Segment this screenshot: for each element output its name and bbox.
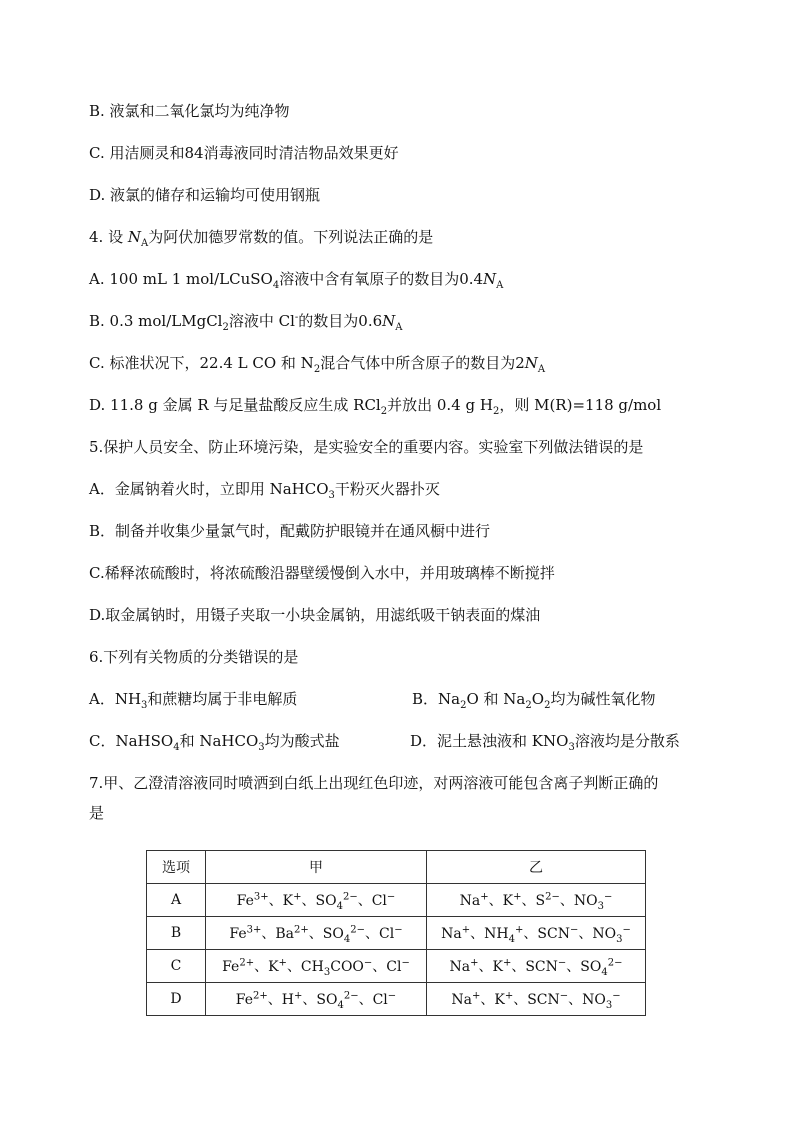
q5-option-a: A．金属钠着火时，立即用 NaHCO$_3$干粉灭火器扑灭 — [89, 480, 440, 501]
q3-option-c: C. 用洁厕灵和84消毒液同时清洁物品效果更好 — [89, 144, 399, 162]
table-cell-yi: Na+、K+、$S^{2-}$、$NO_3^-$ — [427, 884, 646, 917]
table-cell-jia: $Fe^{2+}$、K+、$CH_3COO^-$、Cl− — [206, 950, 427, 983]
table-row — [147, 884, 646, 917]
q5-option-c: C.稀释浓硫酸时，将浓硫酸沿器壁缓慢倒入水中，并用玻璃棒不断搅拌 — [89, 564, 555, 582]
q6-option-d: D．泥土悬浊液和 $KNO_3$溶液均是分散系 — [410, 732, 680, 753]
q5-option-b: B．制备并收集少量氯气时，配戴防护眼镜并在通风橱中进行 — [89, 522, 491, 540]
table-header-jia: 甲 — [206, 851, 427, 884]
table-cell-jia: $Fe^{3+}$、$Ba^{2+}$、$SO_4^{2-}$、Cl− — [206, 917, 427, 950]
q7-stem-line-1: 7.甲、乙澄清溶液同时喷洒到白纸上出现红色印迹，对两溶液可能包含离子判断正确的 — [89, 774, 659, 792]
q6-option-b: B．$Na_2O$ 和 $Na_2O_2$均为碱性氧化物 — [412, 690, 656, 711]
q4-option-c: C. 标准状况下，22.4 L CO 和 $N_2$混合气体中所含原子的数目为$2N_A$ — [89, 354, 546, 375]
table-row — [147, 917, 646, 950]
table-header-option: 选项 — [147, 851, 206, 884]
q3-option-b: B. 液氯和二氧化氯均为纯净物 — [89, 102, 290, 120]
q5-option-d: D.取金属钠时，用镊子夹取一小块金属钠，用滤纸吸干钠表面的煤油 — [89, 606, 541, 624]
table-cell-option: D — [147, 983, 206, 1016]
q6-option-a: A．$NH_3$和蔗糖均属于非电解质 — [89, 690, 298, 711]
table-row — [147, 950, 646, 983]
table-cell-yi: Na+、$NH_4^+$、SCN−、$NO_3^-$ — [427, 917, 646, 950]
q6-stem: 6.下列有关物质的分类错误的是 — [89, 648, 299, 666]
q7-stem-line-2: 是 — [89, 804, 105, 822]
q5-stem: 5.保护人员安全、防止环境污染，是实验安全的重要内容。实验室下列做法错误的是 — [89, 438, 644, 456]
table-cell-option: B — [147, 917, 206, 950]
table-cell-option: C — [147, 950, 206, 983]
q4-option-a: A. 100 mL 1 mol/LCuSO$_4$溶液中含有氧原子的数目为$0.4N_A$ — [89, 270, 504, 291]
q6-option-c: C．NaHSO$_4$和 NaHCO$_3$均为酸式盐 — [89, 732, 340, 753]
table-cell-yi: Na+、K+、SCN−、$NO_3^-$ — [427, 983, 646, 1016]
table-cell-jia: $Fe^{3+}$、K+、$SO_4^{2-}$、Cl− — [206, 884, 427, 917]
q3-option-d: D. 液氯的储存和运输均可使用钢瓶 — [89, 186, 321, 204]
table-header-row — [147, 851, 646, 884]
table-cell-jia: $Fe^{2+}$、H+、$SO_4^{2-}$、Cl− — [206, 983, 427, 1016]
table-cell-option: A — [147, 884, 206, 917]
table-row — [147, 983, 646, 1016]
table-cell-yi: Na+、K+、SCN−、$SO_4^{2-}$ — [427, 950, 646, 983]
q4-option-d: D. 11.8 g 金属 R 与足量盐酸反应生成 RCl$_2$并放出 0.4 g $H_2$，则 M(R)=118 g/mol — [89, 396, 662, 417]
table-header-yi: 乙 — [427, 851, 646, 884]
ion-options-table — [146, 850, 646, 1016]
q4-stem: 4. 设 $N_A$为阿伏加德罗常数的值。下列说法正确的是 — [89, 228, 434, 249]
q4-option-b: B. 0.3 mol/LMgCl$_2$溶液中 Cl-的数目为$0.6N_A$ — [89, 312, 403, 333]
